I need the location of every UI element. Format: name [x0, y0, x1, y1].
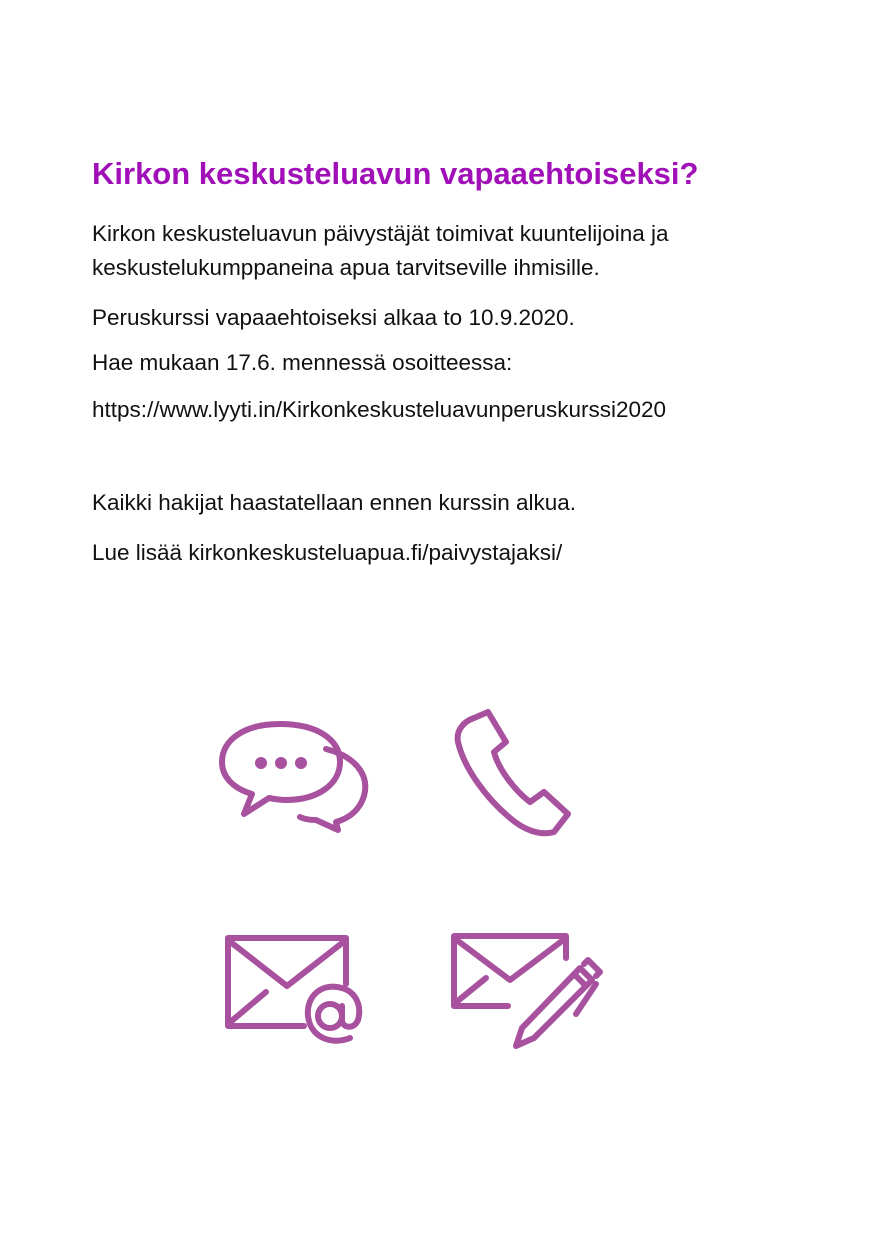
intro-paragraph	[92, 217, 669, 285]
email-write-icon	[446, 930, 610, 1054]
page-title: Kirkon keskusteluavun vapaaehtoiseksi?	[92, 156, 699, 191]
course-start-text: Peruskurssi vapaaehtoiseksi alkaa to 10.9.2020.	[92, 305, 575, 330]
registration-url: https://www.lyyti.in/Kirkonkeskusteluavunperuskurssi2020	[92, 397, 667, 422]
intro-line-1: Kirkon keskusteluavun päivystäjät toimivat kuuntelijoina ja	[92, 221, 669, 246]
apply-deadline-text: Hae mukaan 17.6. mennessä osoitteessa:	[92, 350, 513, 375]
interview-notice-text: Kaikki hakijat haastatellaan ennen kurssin alkua.	[92, 490, 577, 515]
read-more-text: Lue lisää kirkonkeskusteluapua.fi/paivystajaksi/	[92, 540, 563, 565]
chat-bubbles-icon	[214, 716, 376, 834]
email-at-icon	[222, 932, 372, 1050]
intro-line-2: keskustelukumppaneina apua tarvitseville ihmisille.	[92, 255, 600, 280]
phone-icon	[452, 706, 578, 840]
